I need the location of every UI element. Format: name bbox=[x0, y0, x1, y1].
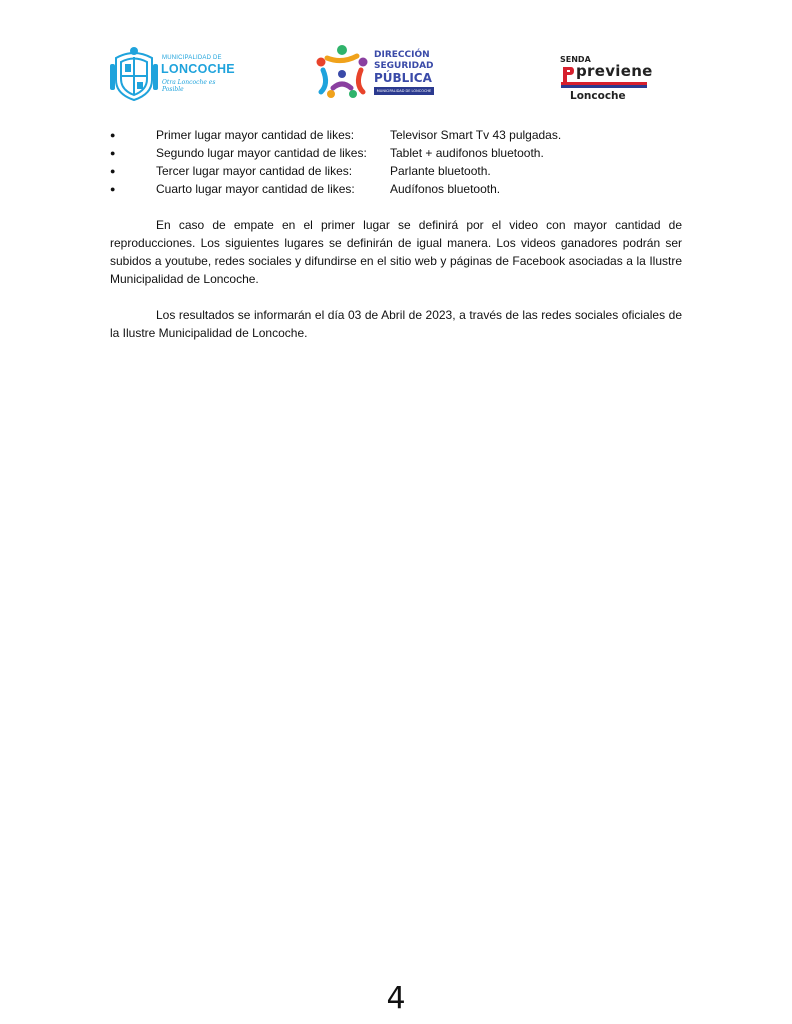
bullet-icon: ● bbox=[110, 130, 116, 140]
prize-item-1 bbox=[110, 126, 682, 144]
prize-item-3 bbox=[110, 162, 682, 180]
senda-brand: previene bbox=[576, 62, 653, 80]
senda-p-mark-icon bbox=[561, 65, 575, 83]
senda-place: Loncoche bbox=[570, 90, 626, 102]
prize-list bbox=[110, 126, 682, 198]
prize-item-4 bbox=[110, 180, 682, 198]
senda-label: SENDA bbox=[560, 55, 591, 64]
prize-label: Segundo lugar mayor cantidad de likes: bbox=[156, 146, 367, 160]
senda-previene-logo bbox=[559, 50, 651, 105]
dsp-line-seguridad: SEGURIDAD bbox=[374, 61, 434, 71]
results-paragraph: Los resultados se informarán el día 03 de Abril de 2023, a través de las redes sociales oficiales de la Ilustre Municipalidad de Loncoche. bbox=[110, 308, 682, 340]
prize-value: Tablet + audifonos bluetooth. bbox=[390, 146, 544, 160]
bullet-icon: ● bbox=[110, 184, 116, 194]
municipalidad-loncoche-logo bbox=[108, 44, 235, 104]
people-star-icon bbox=[313, 44, 371, 98]
dsp-line-direccion: DIRECCIÓN bbox=[374, 50, 430, 60]
document-body bbox=[110, 126, 682, 342]
dsp-line-publica: PÚBLICA bbox=[374, 71, 432, 85]
prize-value: Parlante bluetooth. bbox=[390, 164, 491, 178]
prize-label: Primer lugar mayor cantidad de likes: bbox=[156, 128, 355, 142]
dsp-municipalidad-bar: MUNICIPALIDAD DE LONCOCHE bbox=[374, 87, 434, 95]
tie-break-paragraph: En caso de empate en el primer lugar se definirá por el video con mayor cantidad de reproducciones. Los siguientes lugares se definirán de igual manera. Los videos ganadores podrán ser subidos a youtube, redes sociales y difundirse en el sitio web y páginas de Facebook asociadas a la Ilustre Municipalidad de Loncoche. bbox=[110, 218, 682, 286]
seguridad-publica-logo bbox=[313, 44, 439, 98]
senda-stripe-icon bbox=[561, 82, 647, 88]
municipalidad-slogan: Otra Loncoche es Posible bbox=[162, 79, 216, 93]
municipalidad-label: MUNICIPALIDAD DE bbox=[162, 55, 222, 61]
prize-value: Audífonos bluetooth. bbox=[390, 182, 501, 196]
prize-label: Cuarto lugar mayor cantidad de likes: bbox=[156, 182, 355, 196]
coat-of-arms-icon bbox=[108, 44, 160, 104]
municipalidad-name: LONCOCHE bbox=[161, 62, 235, 76]
prize-value: Televisor Smart Tv 43 pulgadas. bbox=[390, 128, 562, 142]
bullet-icon: ● bbox=[110, 166, 116, 176]
page-number: 4 bbox=[386, 981, 406, 1016]
prize-label: Tercer lugar mayor cantidad de likes: bbox=[156, 164, 353, 178]
prize-item-2 bbox=[110, 144, 682, 162]
bullet-icon: ● bbox=[110, 148, 116, 158]
